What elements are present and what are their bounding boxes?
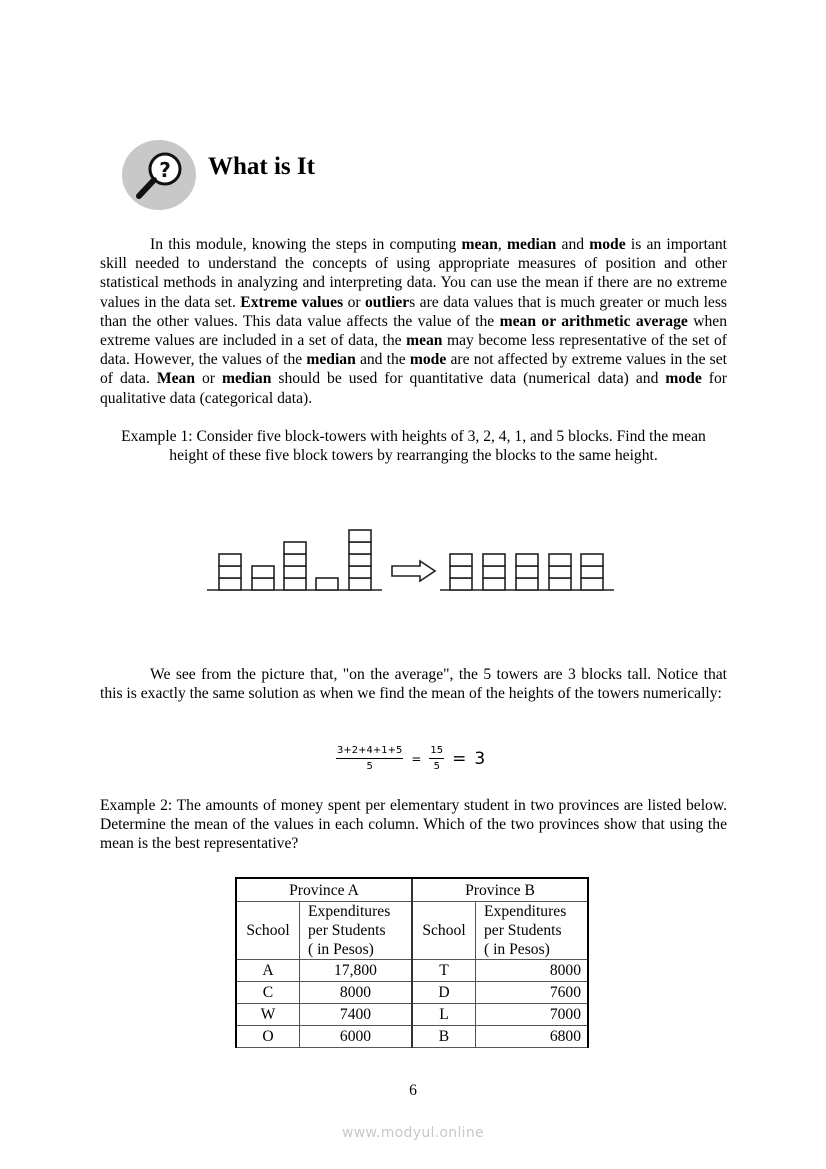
block — [219, 578, 241, 590]
section-title: What is It — [208, 153, 315, 180]
block — [349, 554, 371, 566]
block — [483, 578, 505, 590]
watermark: www.modyul.online — [342, 1125, 484, 1141]
mean-formula — [336, 744, 485, 773]
tower-after — [483, 554, 505, 590]
page-number: 6 — [409, 1082, 417, 1099]
intro-paragraph — [100, 235, 727, 408]
table-row — [236, 982, 588, 1004]
block — [284, 578, 306, 590]
block — [516, 578, 538, 590]
tower-after — [581, 554, 603, 590]
fraction-total — [429, 744, 444, 773]
explanation-paragraph: We see from the picture that, "on the average", the 5 towers are 3 blocks tall. Notice that this is exactly the same solution as when we find the mean of the heights of the towers numerically: — [100, 666, 727, 703]
bold-term: Extreme values — [240, 293, 344, 311]
school-a-cell: O — [236, 1026, 300, 1048]
block — [219, 566, 241, 578]
fraction-sum — [336, 744, 403, 773]
svg-text:?: ? — [159, 158, 171, 182]
value-b-cell: 8000 — [476, 960, 589, 982]
block — [450, 578, 472, 590]
block — [450, 566, 472, 578]
text-segment: and — [556, 236, 590, 253]
example-2-text: Example 2: The amounts of money spent per elementary student in two provinces are listed below. Determine the mean of the values in each column. Which of the two provinces show that using the mean is the best representative? — [100, 797, 727, 853]
text-segment: or — [195, 370, 223, 388]
text-segment: , — [497, 236, 507, 253]
block — [284, 554, 306, 566]
bold-term: median — [306, 351, 356, 369]
block — [581, 554, 603, 566]
province-a-header: Province A — [236, 878, 412, 902]
tower-before — [219, 554, 241, 590]
value-a-cell: 8000 — [300, 982, 413, 1004]
tower-before — [284, 542, 306, 590]
bold-term: mean — [461, 236, 498, 253]
bold-term: median — [506, 236, 557, 253]
header-line: per Students — [484, 922, 562, 939]
fraction-numerator: 15 — [429, 744, 444, 759]
tower-before — [349, 530, 371, 590]
block — [549, 578, 571, 590]
block — [284, 566, 306, 578]
block — [252, 566, 274, 578]
example-1-text: Example 1: Consider five block-towers with heights of 3, 2, 4, 1, and 5 blocks. Find the mean height of these five block towers by rearranging the blocks to the same height. — [121, 428, 706, 465]
block — [316, 578, 338, 590]
school-b-cell: L — [412, 1004, 476, 1026]
block — [450, 554, 472, 566]
value-a-cell: 7400 — [300, 1004, 413, 1026]
bold-term: mean or arithmetic average — [499, 312, 688, 330]
block — [349, 530, 371, 542]
header-line: per Students — [308, 922, 386, 939]
block — [349, 578, 371, 590]
school-column-header: School — [412, 902, 476, 960]
equals-sign: = — [452, 748, 467, 769]
block — [581, 578, 603, 590]
value-b-cell: 6800 — [476, 1026, 589, 1048]
header-line: Expenditures — [308, 903, 391, 920]
value-b-cell: 7000 — [476, 1004, 589, 1026]
fraction-denominator: 5 — [433, 761, 440, 772]
magnifier-question-icon — [121, 139, 197, 211]
block — [516, 554, 538, 566]
bold-term: mode — [665, 370, 702, 388]
fraction-denominator: 5 — [366, 761, 373, 772]
province-b-header: Province B — [412, 878, 588, 902]
fraction-numerator: 3+2+4+1+5 — [336, 744, 403, 759]
school-column-header: School — [236, 902, 300, 960]
text-segment: when extreme values are included in a set of data, the — [100, 312, 727, 350]
value-b-cell: 7600 — [476, 982, 589, 1004]
tower-after — [516, 554, 538, 590]
block — [349, 542, 371, 554]
expenditure-table — [235, 877, 589, 1048]
block — [549, 566, 571, 578]
text-segment: may become less representative of the set of data. However, the values of the — [100, 332, 727, 369]
block — [252, 578, 274, 590]
tower-after — [549, 554, 571, 590]
header-line: ( in Pesos) — [308, 941, 374, 958]
tower-before — [316, 578, 338, 590]
table-row — [236, 1026, 588, 1048]
header-line: ( in Pesos) — [484, 941, 550, 958]
block — [549, 554, 571, 566]
text-segment: are not affected by extreme values in the set of data. — [100, 351, 727, 388]
header-line: Expenditures — [484, 903, 567, 920]
text-segment: is an important skill needed to understand the concepts of using appropriate measures of position and other statistical methods in analyzing and interpreting data. You can use the mean if there are no extreme values in the data set. — [100, 236, 728, 311]
school-a-cell: C — [236, 982, 300, 1004]
right-arrow-icon — [392, 561, 435, 581]
block — [516, 566, 538, 578]
block — [284, 542, 306, 554]
bold-term: median — [222, 370, 272, 388]
block — [483, 566, 505, 578]
equals-sign: = — [411, 751, 422, 766]
formula-result: 3 — [474, 748, 486, 769]
school-a-cell: W — [236, 1004, 300, 1026]
value-a-cell: 17,800 — [300, 960, 413, 982]
expenditure-column-header — [476, 902, 589, 960]
text-segment: In this module, knowing the steps in computing — [150, 236, 462, 253]
bold-term: mean — [406, 332, 443, 350]
text-segment: or — [343, 293, 365, 311]
block — [483, 554, 505, 566]
bold-term: mode — [589, 236, 626, 253]
bold-term: outlier — [365, 293, 410, 311]
school-b-cell: B — [412, 1026, 476, 1048]
school-b-cell: D — [412, 982, 476, 1004]
bold-term: Mean — [156, 370, 195, 388]
bold-term: mode — [409, 351, 447, 369]
text-segment: for qualitative data (categorical data). — [100, 370, 727, 407]
text-segment: should be used for quantitative data (numerical data) and — [271, 370, 666, 388]
table-row — [236, 1004, 588, 1026]
school-b-cell: T — [412, 960, 476, 982]
table-row — [236, 960, 588, 982]
school-a-cell: A — [236, 960, 300, 982]
text-segment: s are data values that is much greater or much less than the other values. This data value affects the value of the — [100, 293, 727, 330]
text-segment: and the — [355, 351, 410, 369]
expenditure-column-header — [300, 902, 413, 960]
block — [349, 566, 371, 578]
tower-after — [450, 554, 472, 590]
block — [219, 554, 241, 566]
block-towers-figure — [200, 515, 620, 600]
block — [581, 566, 603, 578]
value-a-cell: 6000 — [300, 1026, 413, 1048]
tower-before — [252, 566, 274, 590]
